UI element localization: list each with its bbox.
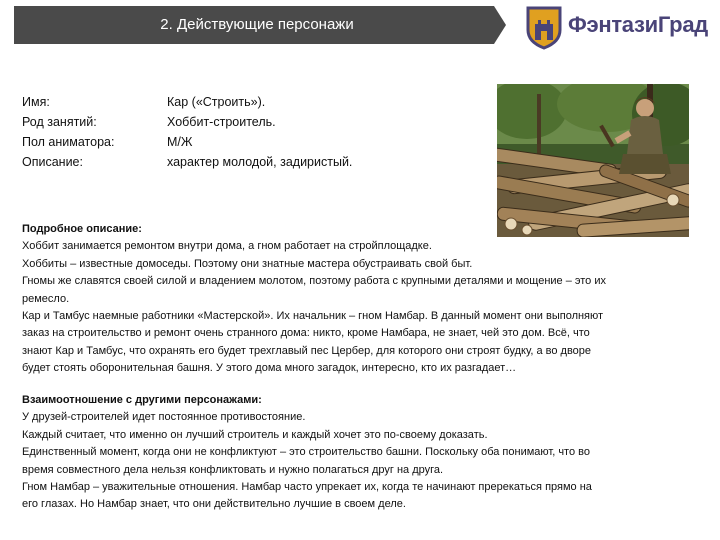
paragraph-line: ремесло.: [22, 292, 70, 305]
gender-value: М/Ж: [167, 135, 193, 149]
detailed-heading: Подробное описание:: [22, 223, 142, 235]
castle-shield-icon: [524, 4, 564, 50]
relations-heading: Взаимоотношение с другими персонажами:: [22, 394, 262, 406]
paragraph-line: Хоббит занимается ремонтом внутри дома, а гном работает на стройплощадке.: [22, 240, 432, 253]
fantazigrad-logo: [524, 4, 720, 50]
relations-section: [22, 392, 702, 514]
paragraph-line: время совместного дела нельзя конфликтовать и нужно полагаться друг на друга.: [22, 463, 444, 476]
detailed-description: [22, 221, 702, 378]
gender-label: Пол аниматора:: [22, 135, 115, 149]
logo-text: ФэнтазиГрад: [568, 12, 708, 37]
name-value: Кар («Строить»).: [167, 95, 266, 109]
paragraph-line: Хоббиты – известные домоседы. Поэтому они знатные мастера обустраивать свой быт.: [22, 257, 473, 270]
paragraph-line: Кар и Тамбус наемные работники «Мастерской». Их начальник – гном Намбар. В данный момент они выполняют: [22, 310, 604, 323]
hobbit-on-logs-photo: [497, 84, 689, 237]
paragraph-line: заказ на строительство и ремонт очень странного дома: никто, кроме Намбара, не знает, чей это дом. Всё, что: [22, 327, 590, 340]
occupation-value: Хоббит-строитель.: [167, 115, 276, 129]
name-label: Имя:: [22, 95, 50, 109]
paragraph-line: У друзей-строителей идет постоянное противостояние.: [22, 411, 306, 424]
page-title: 2. Действующие персонажи: [160, 16, 354, 33]
paragraph-line: Единственный момент, когда они не конфликтуют – это строительство башни. Поскольку оба понимают, что во: [22, 446, 590, 459]
paragraph-line: Гномы же славятся своей силой и владением молотом, поэтому работа с крупными деталями и мощение – это их: [22, 275, 606, 288]
paragraph-line: его глазах. Но Намбар знает, что они действительно лучшие в своем деле.: [22, 498, 406, 511]
description-label: Описание:: [22, 155, 83, 169]
paragraph-line: знают Кар и Тамбус, что охранять его будет трехглавый пес Цербер, для которого они строят будку, а во дворе: [22, 344, 592, 357]
description-value: характер молодой, задиристый.: [167, 155, 353, 169]
paragraph-line: Гном Намбар – уважительные отношения. Намбар часто упрекает их, когда те начинают пререкаться прямо на: [22, 481, 592, 494]
paragraph-line: будет стоять оборонительная башня. У этого дома много загадок, интересно, кто их разгадает…: [22, 362, 517, 375]
occupation-label: Род занятий:: [22, 115, 97, 129]
title-banner: [14, 6, 506, 44]
paragraph-line: Каждый считает, что именно он лучший строитель и каждый хочет это по-своему доказать.: [22, 428, 488, 441]
